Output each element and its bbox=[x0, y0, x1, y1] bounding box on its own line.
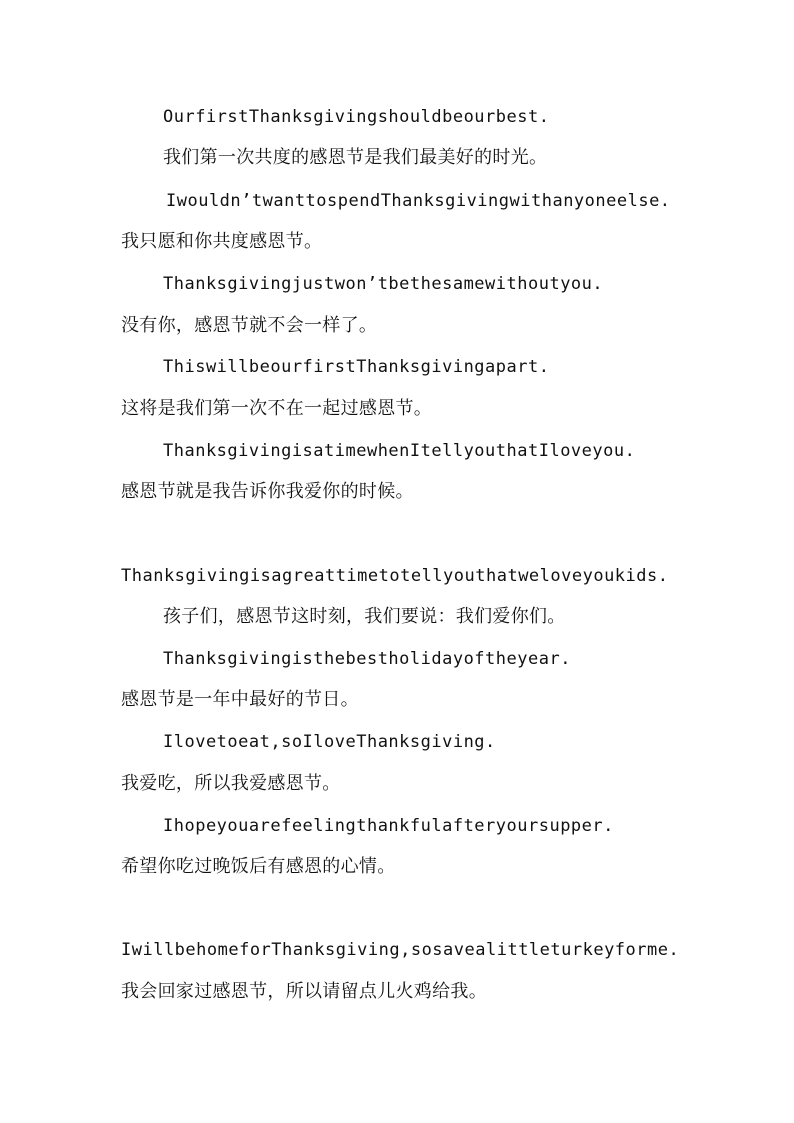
english-line: ThiswillbeourfirstThanksgivingapart. bbox=[163, 357, 550, 377]
english-line: ThanksgivingisatimewhenItellyouthatIloveyou. bbox=[163, 441, 636, 461]
chinese-line: 我会回家过感恩节，所以请留点儿火鸡给我。 bbox=[121, 981, 487, 1002]
english-line: Ihopeyouarefeelingthankfulafteryoursupper. bbox=[163, 816, 614, 836]
chinese-line: 这将是我们第一次不在一起过感恩节。 bbox=[121, 398, 433, 419]
chinese-line: 我爱吃，所以我爱感恩节。 bbox=[121, 773, 341, 794]
chinese-line: 我们第一次共度的感恩节是我们最美好的时光。 bbox=[163, 147, 548, 168]
english-line: Iwouldn’twanttospendThanksgivingwithanyoneelse. bbox=[166, 191, 671, 211]
english-line: Thanksgivingjustwon’tbethesamewithoutyou. bbox=[163, 274, 604, 294]
chinese-line: 希望你吃过晚饭后有感恩的心情。 bbox=[121, 856, 396, 877]
english-line: OurfirstThanksgivingshouldbeourbest. bbox=[163, 107, 550, 127]
chinese-line: 没有你，感恩节就不会一样了。 bbox=[121, 315, 378, 336]
english-line: Thanksgivingisthebestholidayoftheyear. bbox=[163, 649, 571, 669]
english-line: Thanksgivingisagreattimetotellyouthatweloveyoukids. bbox=[121, 566, 669, 586]
english-line: IwillbehomeforThanksgiving,sosavealittleturkeyforme. bbox=[121, 940, 680, 960]
chinese-line: 孩子们，感恩节这时刻，我们要说：我们爱你们。 bbox=[163, 606, 566, 627]
chinese-line: 感恩节是一年中最好的节日。 bbox=[121, 689, 359, 710]
chinese-line: 我只愿和你共度感恩节。 bbox=[121, 231, 323, 252]
chinese-line: 感恩节就是我告诉你我爱你的时候。 bbox=[121, 481, 414, 502]
english-line: Ilovetoeat,soIloveThanksgiving. bbox=[163, 732, 496, 752]
